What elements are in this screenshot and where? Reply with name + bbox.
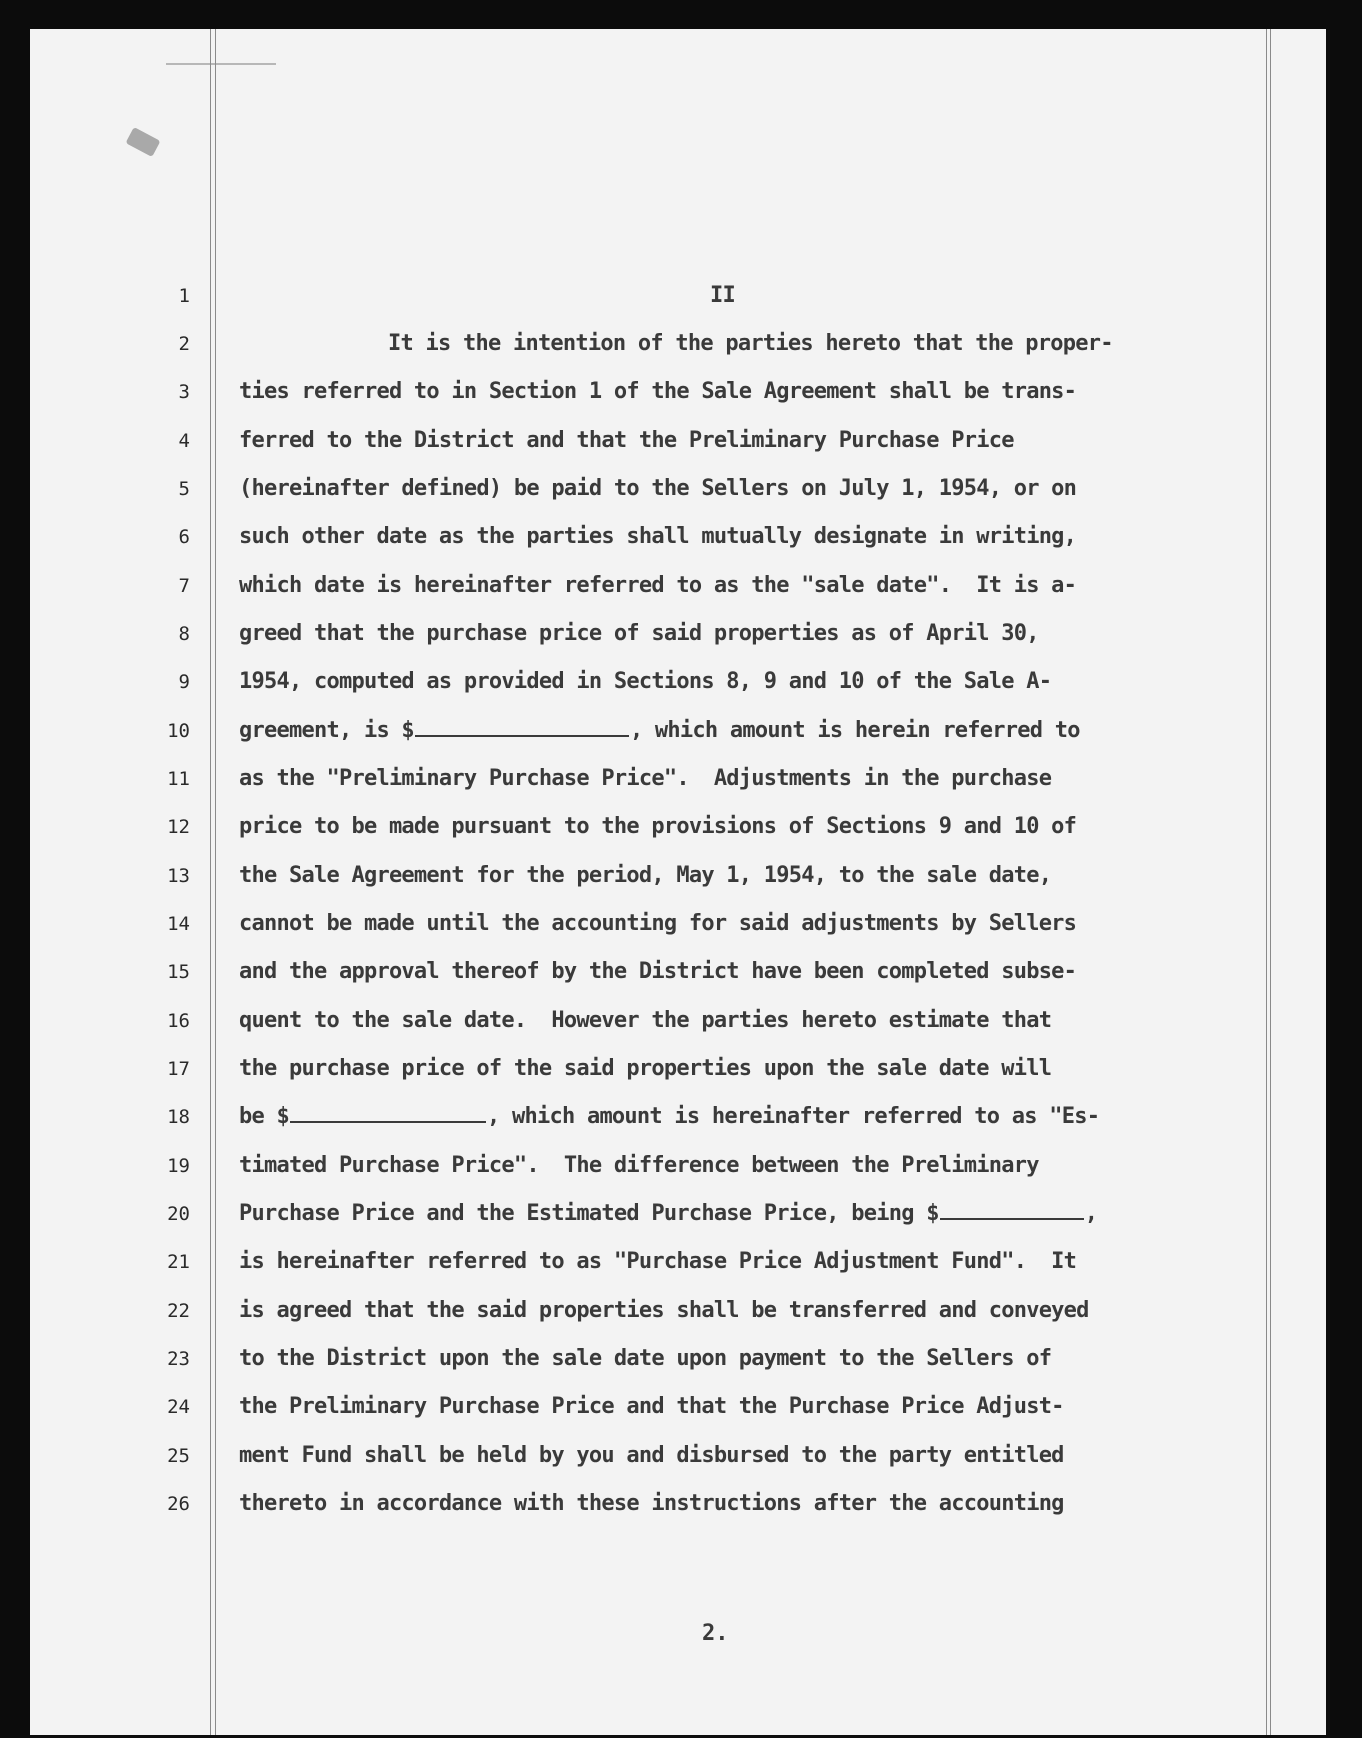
line-number: 5 [178, 478, 190, 500]
line-number: 11 [167, 768, 190, 790]
text-line: (hereinafter defined) be paid to the Sellers on July 1, 1954, or on [239, 476, 1077, 501]
line-number: 21 [167, 1251, 190, 1273]
line-number: 3 [178, 381, 190, 403]
text-line: and the approval thereof by the District have been completed subse- [239, 959, 1077, 984]
text-line: ties referred to in Section 1 of the Sale Agreement shall be trans- [239, 379, 1077, 404]
line-number: 18 [167, 1106, 190, 1128]
text-line: which date is hereinafter referred to as the "sale date". It is a- [239, 573, 1077, 598]
text-fragment: be $ [239, 1104, 289, 1129]
top-pencil-mark [166, 63, 276, 65]
text-line: ment Fund shall be held by you and disbursed to the party entitled [239, 1443, 1064, 1468]
section-heading: II [710, 283, 735, 308]
line-number: 20 [167, 1203, 190, 1225]
line-number: 16 [167, 1010, 190, 1032]
line-number: 25 [167, 1445, 190, 1467]
text-fragment: greement, is $ [239, 718, 414, 743]
text-line: thereto in accordance with these instructions after the accounting [239, 1491, 1064, 1516]
line-number: 4 [178, 430, 190, 452]
amount-blank[interactable] [415, 709, 629, 737]
text-line: the Preliminary Purchase Price and that the Purchase Price Adjust- [239, 1394, 1064, 1419]
text-line [239, 1092, 1099, 1142]
line-number: 10 [167, 720, 190, 742]
line-number: 26 [167, 1493, 190, 1515]
text-line: as the "Preliminary Purchase Price". Adjustments in the purchase [239, 766, 1052, 791]
document-page [30, 29, 1326, 1735]
line-number: 12 [167, 816, 190, 838]
staple-mark [126, 127, 161, 157]
line-number: 24 [167, 1396, 190, 1418]
text-line: 1954, computed as provided in Sections 8, 9 and 10 of the Sale A- [239, 669, 1052, 694]
line-number: 13 [167, 865, 190, 887]
text-fragment: Purchase Price and the Estimated Purchase Price, being $ [239, 1201, 939, 1226]
text-line: is hereinafter referred to as "Purchase Price Adjustment Fund". It [239, 1249, 1077, 1274]
line-number: 2 [178, 333, 190, 355]
text-line: greed that the purchase price of said properties as of April 30, [239, 621, 1039, 646]
line-number: 23 [167, 1348, 190, 1370]
text-line: timated Purchase Price". The difference between the Preliminary [239, 1153, 1039, 1178]
line-number: 19 [167, 1155, 190, 1177]
page-number: 2. [702, 1621, 729, 1646]
line-number: 15 [167, 961, 190, 983]
text-line: quent to the sale date. However the parties hereto estimate that [239, 1008, 1052, 1033]
line-number: 22 [167, 1300, 190, 1322]
text-line [239, 706, 1080, 756]
line-number: 14 [167, 913, 190, 935]
line-number: 8 [178, 623, 190, 645]
text-line: the purchase price of the said properties upon the sale date will [239, 1056, 1052, 1081]
left-margin-rule-inner [215, 29, 216, 1735]
left-margin-rule [210, 29, 211, 1735]
line-number: 6 [178, 526, 190, 548]
text-fragment: , which amount is hereinafter referred to as "Es- [486, 1104, 1100, 1129]
text-fragment: , [1084, 1201, 1098, 1226]
amount-blank[interactable] [940, 1192, 1084, 1220]
text-line: to the District upon the sale date upon payment to the Sellers of [239, 1346, 1052, 1371]
text-fragment: , which amount is herein referred to [629, 718, 1080, 743]
text-line: such other date as the parties shall mutually designate in writing, [239, 524, 1077, 549]
text-line: price to be made pursuant to the provisions of Sections 9 and 10 of [239, 814, 1077, 839]
text-line [239, 1189, 1097, 1239]
text-line: cannot be made until the accounting for said adjustments by Sellers [239, 911, 1077, 936]
text-line: It is the intention of the parties hereto that the proper- [388, 331, 1113, 356]
right-margin-rule [1266, 29, 1267, 1735]
line-number: 17 [167, 1058, 190, 1080]
text-line: is agreed that the said properties shall be transferred and conveyed [239, 1298, 1089, 1323]
text-line: ferred to the District and that the Preliminary Purchase Price [239, 428, 1014, 453]
line-number: 9 [178, 671, 190, 693]
text-line: the Sale Agreement for the period, May 1, 1954, to the sale date, [239, 863, 1052, 888]
line-number: 1 [178, 285, 190, 307]
line-number: 7 [178, 575, 190, 597]
amount-blank[interactable] [290, 1095, 486, 1123]
right-margin-rule-outer [1270, 29, 1271, 1735]
